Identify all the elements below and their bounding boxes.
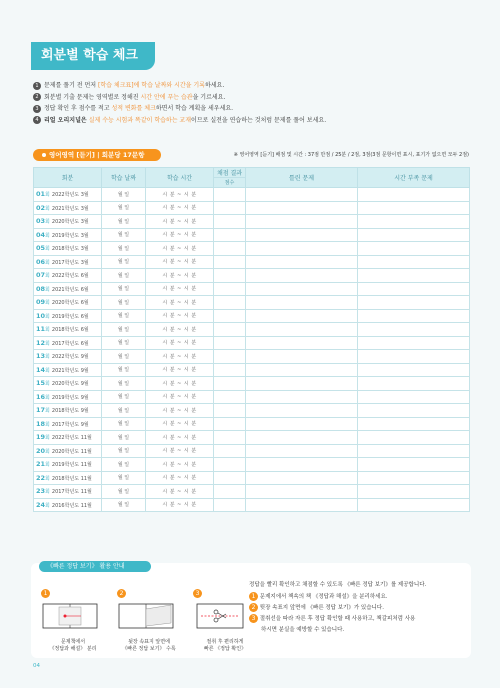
short-cell[interactable] — [358, 498, 470, 512]
wrong-cell[interactable] — [246, 323, 358, 337]
guide-item-3-cont: 하시면 분실을 예방할 수 있습니다. — [261, 627, 345, 633]
session-cell: 03회 2020학년도 3월 — [34, 215, 102, 229]
time-cell[interactable]: 시 분 ~ 시 분 — [146, 188, 214, 202]
section-label: 영어영역 [듣기] | 회분당 17문항 — [33, 149, 161, 161]
session-cell: 10회 2019학년도 6월 — [34, 309, 102, 323]
short-cell[interactable] — [358, 444, 470, 458]
section-header — [33, 149, 469, 163]
date-cell[interactable]: 월 일 — [102, 444, 146, 458]
table-row — [34, 242, 470, 256]
time-cell[interactable]: 시 분 ~ 시 분 — [146, 485, 214, 499]
step-2-caption: 뒷장 속표지 앞면에 《빠른 정답 보기》 수록 — [122, 639, 176, 652]
score-cell[interactable] — [214, 188, 246, 202]
time-cell[interactable]: 시 분 ~ 시 분 — [146, 323, 214, 337]
score-cell[interactable] — [214, 390, 246, 404]
date-cell[interactable]: 월 일 — [102, 350, 146, 364]
wrong-cell[interactable] — [246, 201, 358, 215]
table-row — [34, 363, 470, 377]
table-row — [34, 404, 470, 418]
short-cell[interactable] — [358, 255, 470, 269]
table-row — [34, 377, 470, 391]
date-cell[interactable]: 월 일 — [102, 417, 146, 431]
wrong-cell[interactable] — [246, 458, 358, 472]
table-row — [34, 201, 470, 215]
score-cell[interactable] — [214, 350, 246, 364]
session-cell: 04회 2019학년도 3월 — [34, 228, 102, 242]
score-cell[interactable] — [214, 242, 246, 256]
date-cell[interactable]: 월 일 — [102, 431, 146, 445]
wrong-cell[interactable] — [246, 498, 358, 512]
time-cell[interactable]: 시 분 ~ 시 분 — [146, 255, 214, 269]
time-cell[interactable]: 시 분 ~ 시 분 — [146, 498, 214, 512]
date-cell[interactable]: 월 일 — [102, 363, 146, 377]
time-cell[interactable]: 시 분 ~ 시 분 — [146, 431, 214, 445]
instruction-2: 2 회분별 기출 문제는 영역별로 정해진 시간 안에 푸는 습관을 기르세요. — [33, 92, 473, 104]
date-cell[interactable]: 월 일 — [102, 404, 146, 418]
wrong-cell[interactable] — [246, 228, 358, 242]
table-row — [34, 431, 470, 445]
score-cell[interactable] — [214, 444, 246, 458]
short-cell[interactable] — [358, 485, 470, 499]
table-row — [34, 444, 470, 458]
session-cell: 19회 2022학년도 11월 — [34, 431, 102, 445]
score-cell[interactable] — [214, 323, 246, 337]
score-cell[interactable] — [214, 255, 246, 269]
table-row — [34, 255, 470, 269]
time-cell[interactable]: 시 분 ~ 시 분 — [146, 215, 214, 229]
session-cell: 20회 2020학년도 11월 — [34, 444, 102, 458]
short-cell[interactable] — [358, 228, 470, 242]
score-cell[interactable] — [214, 458, 246, 472]
table-row — [34, 350, 470, 364]
table-row — [34, 269, 470, 283]
date-cell[interactable]: 월 일 — [102, 471, 146, 485]
date-cell[interactable]: 월 일 — [102, 188, 146, 202]
book-page-icon — [117, 601, 177, 631]
date-cell[interactable]: 월 일 — [102, 377, 146, 391]
wrong-cell[interactable] — [246, 471, 358, 485]
short-cell[interactable] — [358, 350, 470, 364]
table-row — [34, 485, 470, 499]
short-cell[interactable] — [358, 201, 470, 215]
score-cell[interactable] — [214, 498, 246, 512]
short-cell[interactable] — [358, 377, 470, 391]
date-cell[interactable]: 월 일 — [102, 228, 146, 242]
date-cell[interactable]: 월 일 — [102, 309, 146, 323]
instruction-1: 1 문제를 풀기 전 먼저 [학습 체크표]에 학습 날짜와 시간을 기록하세요. — [33, 80, 473, 92]
score-cell[interactable] — [214, 363, 246, 377]
wrong-cell[interactable] — [246, 215, 358, 229]
time-cell[interactable]: 시 분 ~ 시 분 — [146, 417, 214, 431]
session-cell: 14회 2021학년도 9월 — [34, 363, 102, 377]
guide-step-2: 2 뒷장 속표지 앞면에 《빠른 정답 보기》 수록 — [117, 580, 181, 653]
wrong-cell[interactable] — [246, 242, 358, 256]
guide-step-3: 3 절취 후 편리하게 빠른 《정답 확인》 — [193, 580, 257, 653]
short-cell[interactable] — [358, 363, 470, 377]
guide-step-1: 1 문제책에서 《정답과 해설》 분리 — [41, 580, 105, 653]
time-cell[interactable]: 시 분 ~ 시 분 — [146, 471, 214, 485]
step-1-caption: 문제책에서 《정답과 해설》 분리 — [49, 639, 97, 652]
date-cell[interactable]: 월 일 — [102, 485, 146, 499]
section-note: ※ 영어영역 [듣기] 배점 및 시간 : 37점 만점 / 25분 / 2점, 3점(3점 문항이면 표시, 표기가 없으면 모두 2점) — [233, 152, 469, 158]
date-cell[interactable]: 월 일 — [102, 336, 146, 350]
session-cell: 12회 2017학년도 6월 — [34, 336, 102, 350]
table-row — [34, 282, 470, 296]
session-cell: 08회 2021학년도 6월 — [34, 282, 102, 296]
guide-item-3: 3 절취선을 따라 자른 후 정답 확인할 때 사용하고, 책갈피처럼 사용 — [249, 614, 461, 625]
score-cell[interactable] — [214, 404, 246, 418]
instructions — [33, 80, 473, 126]
short-cell[interactable] — [358, 417, 470, 431]
short-cell[interactable] — [358, 269, 470, 283]
wrong-cell[interactable] — [246, 188, 358, 202]
time-cell[interactable]: 시 분 ~ 시 분 — [146, 309, 214, 323]
date-cell[interactable]: 월 일 — [102, 458, 146, 472]
score-cell[interactable] — [214, 431, 246, 445]
time-cell[interactable]: 시 분 ~ 시 분 — [146, 404, 214, 418]
time-cell[interactable]: 시 분 ~ 시 분 — [146, 444, 214, 458]
time-cell[interactable]: 시 분 ~ 시 분 — [146, 377, 214, 391]
session-cell: 15회 2020학년도 9월 — [34, 377, 102, 391]
date-cell[interactable]: 월 일 — [102, 255, 146, 269]
table-row — [34, 309, 470, 323]
short-cell[interactable] — [358, 336, 470, 350]
date-cell[interactable]: 월 일 — [102, 269, 146, 283]
table-row — [34, 296, 470, 310]
session-cell: 09회 2020학년도 6월 — [34, 296, 102, 310]
quick-answer-guide — [31, 563, 471, 658]
score-cell[interactable] — [214, 269, 246, 283]
time-cell[interactable]: 시 분 ~ 시 분 — [146, 201, 214, 215]
bullet-icon — [42, 153, 46, 157]
table-row — [34, 228, 470, 242]
wrong-cell[interactable] — [246, 309, 358, 323]
table-row — [34, 390, 470, 404]
time-cell[interactable]: 시 분 ~ 시 분 — [146, 336, 214, 350]
time-cell[interactable]: 시 분 ~ 시 분 — [146, 282, 214, 296]
score-cell[interactable] — [214, 417, 246, 431]
session-cell: 13회 2022학년도 9월 — [34, 350, 102, 364]
session-cell: 07회 2022학년도 6월 — [34, 269, 102, 283]
short-cell[interactable] — [358, 458, 470, 472]
short-cell[interactable] — [358, 242, 470, 256]
instruction-4: 4 리얼 오리지널은 실제 수능 시험과 똑같이 학습하는 교재이므로 실전을 연습하는 것처럼 문제를 풀어 보세요. — [33, 115, 473, 127]
header-session: 회분 — [34, 168, 102, 188]
guide-item-1: 1 문제지에서 책속의 책 《정답과 해설》을 분리하세요. — [249, 592, 461, 603]
page-title: 회분별 학습 체크 — [31, 42, 155, 70]
header-date: 학습 날짜 — [102, 168, 146, 188]
wrong-cell[interactable] — [246, 296, 358, 310]
wrong-cell[interactable] — [246, 363, 358, 377]
header-wrong: 틀린 문제 — [246, 168, 358, 188]
short-cell[interactable] — [358, 390, 470, 404]
session-cell: 18회 2017학년도 9월 — [34, 417, 102, 431]
study-check-table — [33, 167, 470, 512]
score-cell[interactable] — [214, 228, 246, 242]
date-cell[interactable]: 월 일 — [102, 215, 146, 229]
time-cell[interactable]: 시 분 ~ 시 분 — [146, 458, 214, 472]
wrong-cell[interactable] — [246, 485, 358, 499]
time-cell[interactable]: 시 분 ~ 시 분 — [146, 228, 214, 242]
table-row — [34, 417, 470, 431]
header-result: 채점 결과 — [214, 168, 246, 178]
score-cell[interactable] — [214, 471, 246, 485]
short-cell[interactable] — [358, 215, 470, 229]
wrong-cell[interactable] — [246, 336, 358, 350]
score-cell[interactable] — [214, 377, 246, 391]
guide-intro: 정답을 빨리 확인하고 채점할 수 있도록 《빠른 정답 보기》를 제공합니다. — [249, 582, 427, 588]
session-cell: 21회 2019학년도 11월 — [34, 458, 102, 472]
step-3-caption: 절취 후 편리하게 빠른 《정답 확인》 — [203, 639, 247, 652]
wrong-cell[interactable] — [246, 269, 358, 283]
score-cell[interactable] — [214, 296, 246, 310]
date-cell[interactable]: 월 일 — [102, 323, 146, 337]
score-cell[interactable] — [214, 282, 246, 296]
wrong-cell[interactable] — [246, 417, 358, 431]
score-cell[interactable] — [214, 485, 246, 499]
short-cell[interactable] — [358, 431, 470, 445]
page-number: 04 — [33, 663, 40, 669]
guide-item-2: 2 뒷장 속표지 앞면에 《빠른 정답 보기》가 있습니다. — [249, 603, 461, 614]
session-cell: 16회 2019학년도 9월 — [34, 390, 102, 404]
table-row — [34, 215, 470, 229]
date-cell[interactable]: 월 일 — [102, 242, 146, 256]
date-cell[interactable]: 월 일 — [102, 498, 146, 512]
wrong-cell[interactable] — [246, 431, 358, 445]
wrong-cell[interactable] — [246, 350, 358, 364]
session-cell: 11회 2018학년도 6월 — [34, 323, 102, 337]
wrong-cell[interactable] — [246, 377, 358, 391]
time-cell[interactable]: 시 분 ~ 시 분 — [146, 390, 214, 404]
short-cell[interactable] — [358, 282, 470, 296]
date-cell[interactable]: 월 일 — [102, 390, 146, 404]
short-cell[interactable] — [358, 404, 470, 418]
session-cell: 22회 2018학년도 11월 — [34, 471, 102, 485]
session-cell: 01회 2022학년도 3월 — [34, 188, 102, 202]
header-score: 점수 — [214, 178, 246, 188]
session-cell: 05회 2018학년도 3월 — [34, 242, 102, 256]
table-row — [34, 471, 470, 485]
time-cell[interactable]: 시 분 ~ 시 분 — [146, 242, 214, 256]
guide-text — [249, 580, 461, 636]
book-split-icon — [41, 601, 101, 631]
header-short: 시간 부족 문제 — [358, 168, 470, 188]
session-cell: 06회 2017학년도 3월 — [34, 255, 102, 269]
date-cell[interactable]: 월 일 — [102, 296, 146, 310]
scissors-icon — [193, 601, 253, 631]
instruction-3: 3 정답 확인 후 점수를 적고 성적 변화를 체크하면서 학습 계획을 세우세요. — [33, 103, 473, 115]
score-cell[interactable] — [214, 215, 246, 229]
date-cell[interactable]: 월 일 — [102, 282, 146, 296]
session-cell: 02회 2021학년도 3월 — [34, 201, 102, 215]
table-row — [34, 188, 470, 202]
short-cell[interactable] — [358, 323, 470, 337]
table-row — [34, 498, 470, 512]
guide-tag: 《빠른 정답 보기》 활용 안내 — [39, 561, 151, 572]
table-row — [34, 336, 470, 350]
wrong-cell[interactable] — [246, 282, 358, 296]
header-time: 학습 시간 — [146, 168, 214, 188]
time-cell[interactable]: 시 분 ~ 시 분 — [146, 296, 214, 310]
short-cell[interactable] — [358, 188, 470, 202]
wrong-cell[interactable] — [246, 390, 358, 404]
wrong-cell[interactable] — [246, 404, 358, 418]
score-cell[interactable] — [214, 336, 246, 350]
time-cell[interactable]: 시 분 ~ 시 분 — [146, 269, 214, 283]
wrong-cell[interactable] — [246, 255, 358, 269]
score-cell[interactable] — [214, 201, 246, 215]
short-cell[interactable] — [358, 309, 470, 323]
guide-steps — [41, 580, 261, 652]
session-cell: 17회 2018학년도 9월 — [34, 404, 102, 418]
short-cell[interactable] — [358, 296, 470, 310]
wrong-cell[interactable] — [246, 444, 358, 458]
table-row — [34, 458, 470, 472]
session-cell: 24회 2016학년도 11월 — [34, 498, 102, 512]
time-cell[interactable]: 시 분 ~ 시 분 — [146, 350, 214, 364]
score-cell[interactable] — [214, 309, 246, 323]
short-cell[interactable] — [358, 471, 470, 485]
date-cell[interactable]: 월 일 — [102, 201, 146, 215]
time-cell[interactable]: 시 분 ~ 시 분 — [146, 363, 214, 377]
table-row — [34, 323, 470, 337]
session-cell: 23회 2017학년도 11월 — [34, 485, 102, 499]
